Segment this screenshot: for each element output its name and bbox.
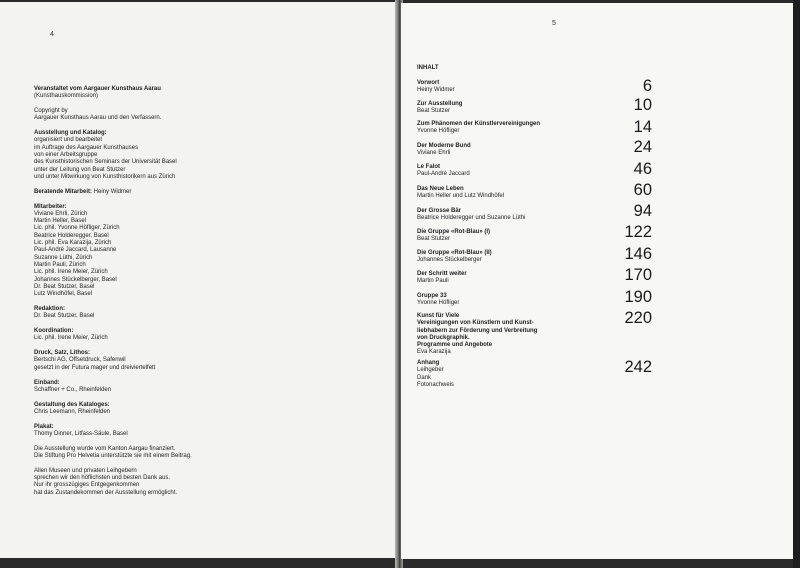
credit-line: des Kunsthistorischen Seminars der Universität Basel [34, 159, 177, 166]
credit-line: Copyright by [34, 108, 68, 115]
toc-entry-title: Vorwort [417, 80, 440, 86]
credit-line: unter der Leitung von Beat Stutzer [34, 166, 126, 173]
credit-title: Druck, Satz, Lithos: [34, 350, 91, 357]
toc-entry-title: Das Neue Leben [417, 186, 464, 192]
toc-entry-author: Martin Pauli [417, 278, 449, 285]
credit-line: hat das Zustandekommen der Ausstellung ermöglicht. [34, 489, 178, 496]
contents-heading: INHALT [417, 65, 439, 71]
toc-entry-title: Zum Phänomen der Künstlervereinigungen [417, 121, 541, 127]
right-page [401, 3, 793, 559]
credit-line: im Auftrage des Aargauer Kunsthauses [34, 144, 139, 151]
credit-line: von einer Arbeitsgruppe [34, 152, 98, 159]
credits-section [34, 86, 364, 505]
left-page [0, 2, 397, 558]
credit-line: Chris Leemann, Rheinfelden [34, 408, 111, 415]
credit-block [34, 380, 364, 395]
toc-entry-title: Kunst für Viele [417, 313, 460, 319]
credit-title: Mitarbeiter: [34, 203, 67, 210]
credit-line: Beatrice Holderegger, Basel [34, 232, 109, 239]
credit-line: Dr. Beat Stutzer, Basel [34, 313, 95, 320]
toc-page-number: 94 [633, 202, 652, 220]
credit-line: Suzanne Lüthi, Zürich [34, 254, 93, 261]
credit-block [34, 130, 364, 181]
credit-title: Koordination: [34, 328, 74, 335]
toc-entry-author: Yvonne Höfliger [417, 300, 460, 307]
credit-title: Redaktion: [34, 305, 66, 312]
toc-entry-title: Gruppe 33 [417, 293, 447, 299]
toc-entry-title: Der Grosse Bär [417, 208, 462, 214]
credit-line: Lic. phil. Eva Karazija, Zürich [34, 240, 112, 247]
credit-block [34, 468, 364, 497]
toc-page-number: 220 [624, 309, 652, 327]
credit-inline: Heiny Widmer [92, 188, 132, 195]
toc-entry-author: Martin Heller und Lutz Windhöfel [417, 193, 505, 200]
toc-page-number: 46 [633, 160, 652, 178]
credit-title: Einband: [34, 379, 60, 386]
credit-title: Veranstaltet vom Aargauer Kunsthaus Aarau [34, 86, 161, 92]
credit-title: Beratende Mitarbeit: [34, 188, 93, 195]
credit-line: Lic. phil. Irene Meier, Zürich [34, 335, 108, 342]
credit-line: Die Ausstellung wurde vom Kanton Aargau finanziert. [34, 445, 176, 452]
credit-block [34, 424, 364, 439]
toc-page-number: 10 [633, 96, 652, 114]
credit-line: Allen Museen und privaten Leihgebern [34, 467, 137, 474]
toc-entry-author: Heiny Widmer [417, 87, 455, 94]
right-page-number: 5 [552, 20, 556, 27]
credit-block [34, 86, 364, 101]
credit-block [34, 328, 364, 343]
credit-block [34, 108, 364, 123]
credit-title: Ausstellung und Katalog: [34, 130, 107, 137]
toc-entry-title: Zur Ausstellung [417, 101, 463, 107]
page-edge [793, 0, 800, 568]
credit-line: Lic. phil. Irene Meier, Zürich [34, 269, 108, 276]
left-page-number: 4 [50, 31, 54, 38]
credit-line: Martin Heller, Basel [34, 218, 87, 225]
toc-page-number: 190 [624, 288, 652, 306]
toc-entry-author: Johannes Stückelberger [417, 257, 482, 264]
toc-entry-author: Dank [417, 374, 432, 381]
toc-entry-title: liebhabern zur Förderung und Verbreitung [417, 327, 538, 334]
toc-page-number: 242 [624, 358, 652, 376]
credit-line: Paul-André Jaccard, Lausanne [34, 247, 117, 254]
credit-line: (Kunsthauskommission) [34, 93, 99, 100]
credit-line: Dr. Beat Stutzer, Basel [34, 283, 95, 290]
credit-line: und unter Mitwirkung von Kunsthistorikern aus Zürich [34, 173, 176, 180]
toc-page-number: 170 [624, 266, 652, 284]
toc-entry-title: Die Gruppe «Rot-Blau» (II) [417, 250, 492, 256]
credit-title: Plakat: [34, 423, 54, 430]
toc-page-number: 24 [633, 138, 652, 156]
toc-entry-author: Fotonachweis [417, 381, 455, 388]
toc-entry-title: Vereinigungen von Künstlern und Kunst- [417, 320, 534, 327]
credit-line: Aargauer Kunsthaus Aarau und den Verfassern. [34, 115, 162, 122]
credit-line: Thomy Dinner, Litfass-Säule, Basel [34, 430, 128, 437]
credit-line: Die Stiftung Pro Helvetia unterstützte sie mit einem Beitrag. [34, 453, 192, 460]
credit-block [34, 402, 364, 417]
toc-entry-title: Le Falot [417, 164, 441, 170]
credit-line: Schaffner + Co., Rheinfelden [34, 386, 112, 393]
credit-line: Johannes Stückelberger, Basel [34, 276, 117, 283]
toc-entry-author: Beat Stutzer [417, 108, 451, 115]
toc-page-number: 14 [633, 118, 652, 136]
credit-block [34, 204, 364, 299]
credit-line: Lutz Windhöfel, Basel [34, 291, 93, 298]
credit-block [34, 446, 364, 461]
toc-entry-title: Der Moderne Bund [417, 143, 471, 149]
toc-entry-author: Beatrice Holderegger und Suzanne Lüthi [417, 215, 526, 222]
toc-entry-title: Die Gruppe «Rot-Blau» (I) [417, 229, 491, 235]
credit-block [34, 306, 364, 321]
toc-entry-author: Paul-André Jaccard [417, 171, 470, 178]
toc-entry-title: Der Schritt weiter [417, 271, 467, 277]
credit-block [34, 350, 364, 372]
credit-line: Nur ihr grosszügiges Entgegenkommen [34, 482, 140, 489]
credit-block [34, 189, 364, 196]
credit-line: sprechen wir den höflichsten und besten Dank aus. [34, 475, 171, 482]
toc-entry-title: von Druckgraphik. [417, 334, 470, 341]
credit-line: Martin Pauli, Zürich [34, 261, 86, 268]
credit-title: Gestaltung des Kataloges: [34, 401, 110, 408]
toc-entry-author: Leihgeber [417, 367, 444, 374]
toc-entry-title: Anhang [417, 360, 440, 366]
toc-entry-title: Programme und Angebote [417, 342, 493, 349]
toc-entry-author: Beat Stutzer [417, 236, 451, 243]
credit-line: gesetzt in der Futura mager und dreiviertelfett [34, 364, 156, 371]
toc-entry-author: Eva Karazija [417, 349, 451, 356]
credit-line: organisiert und bearbeitet [34, 137, 103, 144]
toc-page-number: 60 [633, 181, 652, 199]
toc-page-number: 6 [642, 77, 652, 95]
toc-entry-author: Yvonne Höfliger [417, 128, 460, 135]
credit-line: Lic. phil. Yvonne Höfliger, Zürich [34, 225, 120, 232]
credit-line: Viviane Ehrli, Zürich [34, 210, 88, 217]
toc-entry-author: Viviane Ehrli [417, 150, 451, 157]
credit-line: Bertschi AG, Offsetdruck, Safenwil [34, 357, 126, 364]
toc-page-number: 122 [624, 223, 652, 241]
toc-page-number: 146 [624, 245, 652, 263]
